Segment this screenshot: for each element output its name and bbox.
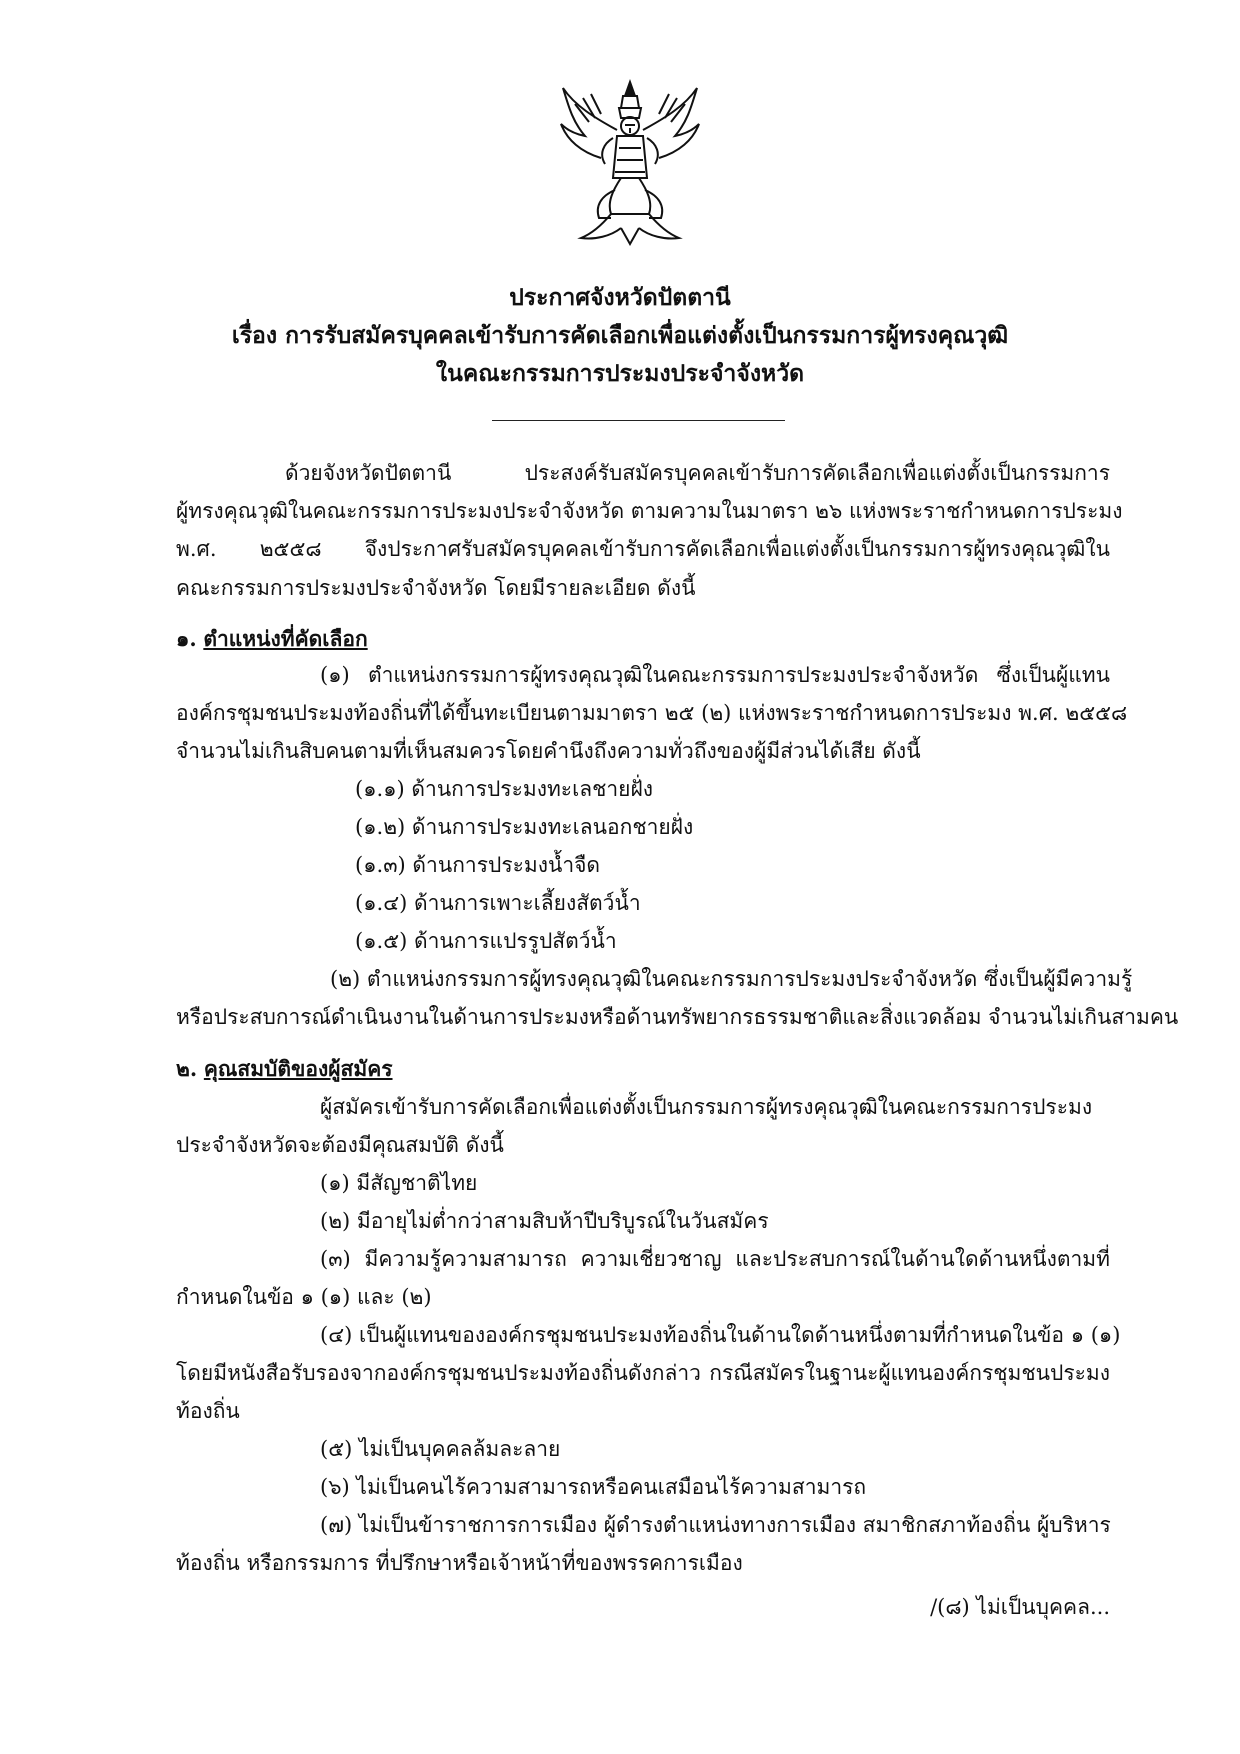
section-number: ๑.: [176, 626, 197, 651]
announcement-subject: เรื่อง การรับสมัครบุคคลเข้ารับการคัดเลือกเพื่อแต่งตั้งเป็นกรรมการผู้ทรงคุณวุฒิ: [231, 322, 1009, 349]
list-item: (๑.๓) ด้านการประมงน้ำจืด: [355, 853, 601, 877]
section-heading: [176, 624, 368, 654]
intro-line: คณะกรรมการประมงประจำจังหวัด โดยมีรายละเอียด ดังนี้: [176, 576, 696, 600]
qualification-item: (๗) ไม่เป็นข้าราชการการเมือง ผู้ดำรงตำแหน่งทางการเมือง สมาชิกสภาท้องถิ่น ผู้บริหาร: [320, 1513, 1111, 1537]
garuda-emblem-icon: [555, 78, 705, 246]
qualification-item-cont: กำหนดในข้อ ๑ (๑) และ (๒): [176, 1285, 432, 1309]
paragraph-line: (๒) ตำแหน่งกรรมการผู้ทรงคุณวุฒิในคณะกรรมการประมงประจำจังหวัด ซึ่งเป็นผู้มีความรู้: [330, 967, 1133, 991]
continuation-marker: /(๘) ไม่เป็นบุคคล...: [930, 1595, 1110, 1619]
paragraph-line: หรือประสบการณ์ดำเนินงานในด้านการประมงหรือด้านทรัพยากรธรรมชาติและสิ่งแวดล้อม จำนวนไม่เกินสามคน: [176, 1005, 1179, 1029]
list-item: (๑.๔) ด้านการเพาะเลี้ยงสัตว์น้ำ: [355, 891, 641, 915]
announcement-title: ประกาศจังหวัดปัตตานี: [509, 284, 731, 311]
qualification-item-cont: โดยมีหนังสือรับรองจากองค์กรชุมชนประมงท้องถิ่นดังกล่าว กรณีสมัครในฐานะผู้แทนองค์กรชุมชนประมง: [176, 1361, 1110, 1385]
section-heading: [176, 1054, 393, 1084]
intro-line: ด้วยจังหวัดปัตตานี ประสงค์รับสมัครบุคคลเข้ารับการคัดเลือกเพื่อแต่งตั้งเป็นกรรมการ: [285, 461, 1110, 485]
paragraph-line: ประจำจังหวัดจะต้องมีคุณสมบัติ ดังนี้: [176, 1133, 504, 1157]
paragraph-line: องค์กรชุมชนประมงท้องถิ่นที่ได้ขึ้นทะเบียนตามมาตรา ๒๕ (๒) แห่งพระราชกำหนดการประมง พ.ศ. ๒๕๕๘: [176, 701, 1128, 725]
qualification-item: (๕) ไม่เป็นบุคคลล้มละลาย: [320, 1437, 561, 1461]
list-item: (๑.๕) ด้านการแปรรูปสัตว์น้ำ: [355, 929, 617, 953]
qualification-item: (๑) มีสัญชาติไทย: [320, 1171, 478, 1195]
title-divider: [492, 420, 785, 421]
paragraph-line: (๑) ตำแหน่งกรรมการผู้ทรงคุณวุฒิในคณะกรรมการประมงประจำจังหวัด ซึ่งเป็นผู้แทน: [320, 663, 1110, 687]
list-item: (๑.๒) ด้านการประมงทะเลนอกชายฝั่ง: [355, 815, 694, 839]
intro-line: ผู้ทรงคุณวุฒิในคณะกรรมการประมงประจำจังหวัด ตามความในมาตรา ๒๖ แห่งพระราชกำหนดการประมง: [176, 499, 1123, 523]
section-number: ๒.: [176, 1056, 198, 1081]
list-item: (๑.๑) ด้านการประมงทะเลชายฝั่ง: [355, 777, 654, 801]
qualification-item: (๖) ไม่เป็นคนไร้ความสามารถหรือคนเสมือนไร้ความสามารถ: [320, 1475, 867, 1499]
qualification-item: (๔) เป็นผู้แทนขององค์กรชุมชนประมงท้องถิ่นในด้านใดด้านหนึ่งตามที่กำหนดในข้อ ๑ (๑): [320, 1323, 1121, 1347]
paragraph-line: จำนวนไม่เกินสิบคนตามที่เห็นสมควรโดยคำนึงถึงความทั่วถึงของผู้มีส่วนได้เสีย ดังนี้: [176, 739, 921, 763]
qualification-item: (๒) มีอายุไม่ต่ำกว่าสามสิบห้าปีบริบูรณ์ในวันสมัคร: [320, 1209, 769, 1233]
announcement-subject-continued: ในคณะกรรมการประมงประจำจังหวัด: [435, 360, 805, 387]
section-title: คุณสมบัติของผู้สมัคร: [203, 1056, 393, 1081]
section-title: ตำแหน่งที่คัดเลือก: [203, 626, 368, 651]
intro-line: พ.ศ. ๒๕๕๘ จึงประกาศรับสมัครบุคคลเข้ารับการคัดเลือกเพื่อแต่งตั้งเป็นกรรมการผู้ทรงคุณวุฒิใน: [176, 537, 1110, 561]
qualification-item-cont: ท้องถิ่น: [176, 1399, 240, 1423]
qualification-item-cont: ท้องถิ่น หรือกรรมการ ที่ปรึกษาหรือเจ้าหน้าที่ของพรรคการเมือง: [176, 1551, 743, 1575]
qualification-item: (๓) มีความรู้ความสามารถ ความเชี่ยวชาญ และประสบการณ์ในด้านใดด้านหนึ่งตามที่: [320, 1247, 1110, 1271]
paragraph-line: ผู้สมัครเข้ารับการคัดเลือกเพื่อแต่งตั้งเป็นกรรมการผู้ทรงคุณวุฒิในคณะกรรมการประมง: [320, 1095, 1093, 1119]
